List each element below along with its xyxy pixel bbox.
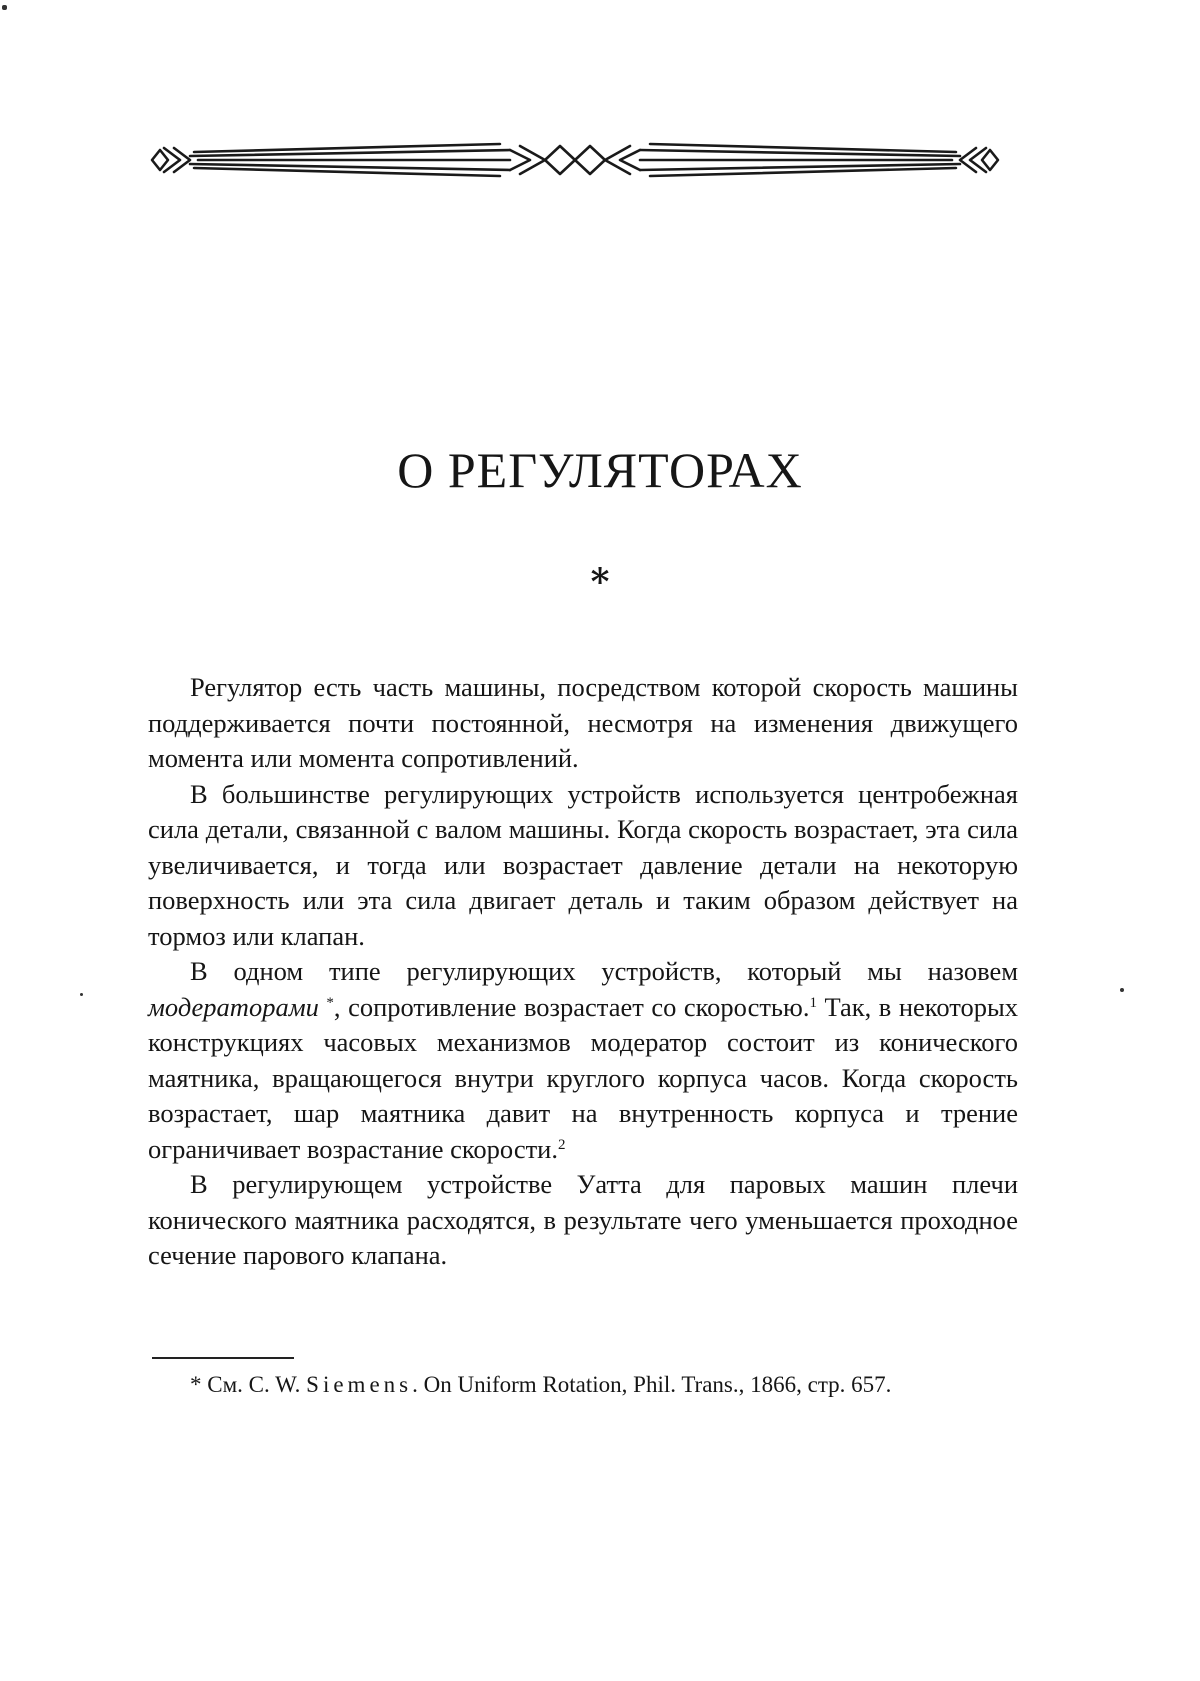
footnote-rest: . On Uniform Rotation, Phil. Trans., 1866, стр. 657. — [412, 1372, 892, 1397]
body-text — [148, 670, 1018, 1274]
paragraph: Регулятор есть часть машины, посредством которой скорость машины поддерживается почти постоянной, несмотря на изменения движущего момента или момента сопротивлений. — [148, 672, 1018, 773]
footnote-separator — [152, 1357, 294, 1359]
scan-speck — [1120, 988, 1124, 992]
decorative-header-ornament — [150, 138, 1000, 182]
scan-speck — [80, 993, 83, 996]
text-run: Так, в некоторых конструкциях часовых механизмов модератор состоит из конического маятника, вращающегося внутри круглого корпуса часов. Когда скорость возрастает, шар маятника давит на внутренность корпуса и трение ограничивает возрастание скорости. — [148, 991, 1019, 1164]
footnote-ref: 2 — [558, 1136, 566, 1153]
footnote-ref: 1 — [809, 994, 817, 1011]
paragraph: В регулирующем устройстве Уатта для паровых машин плечи конического маятника расходятся, в результате чего уменьшается проходное сечение парового клапана. — [148, 1169, 1018, 1270]
footnote — [148, 1368, 1018, 1402]
paragraph: В большинстве регулирующих устройств используется центробежная сила детали, связанной с валом машины. Когда скорость возрастает, эта сила увеличивается, и тогда или возрастает давление детали на некоторую поверхность или эта сила двигает деталь и таким образом действует на тормоз или клапан. — [148, 778, 1018, 951]
chapter-title: О РЕГУЛЯТОРАХ — [397, 442, 803, 498]
footnote-marker: * — [326, 994, 334, 1011]
text-run: , сопротивление возрастает со скоростью. — [333, 991, 810, 1022]
italic-term: модераторами — [148, 991, 319, 1022]
footnote-author: Siemens — [306, 1372, 413, 1397]
footnote-lead: * См. C. W. — [190, 1372, 307, 1397]
scan-speck — [2, 5, 7, 10]
asterism-divider: * — [590, 561, 610, 603]
paragraph — [148, 954, 1018, 1167]
text-run: В одном типе регулирующих устройств, который мы назовем — [190, 956, 1018, 986]
